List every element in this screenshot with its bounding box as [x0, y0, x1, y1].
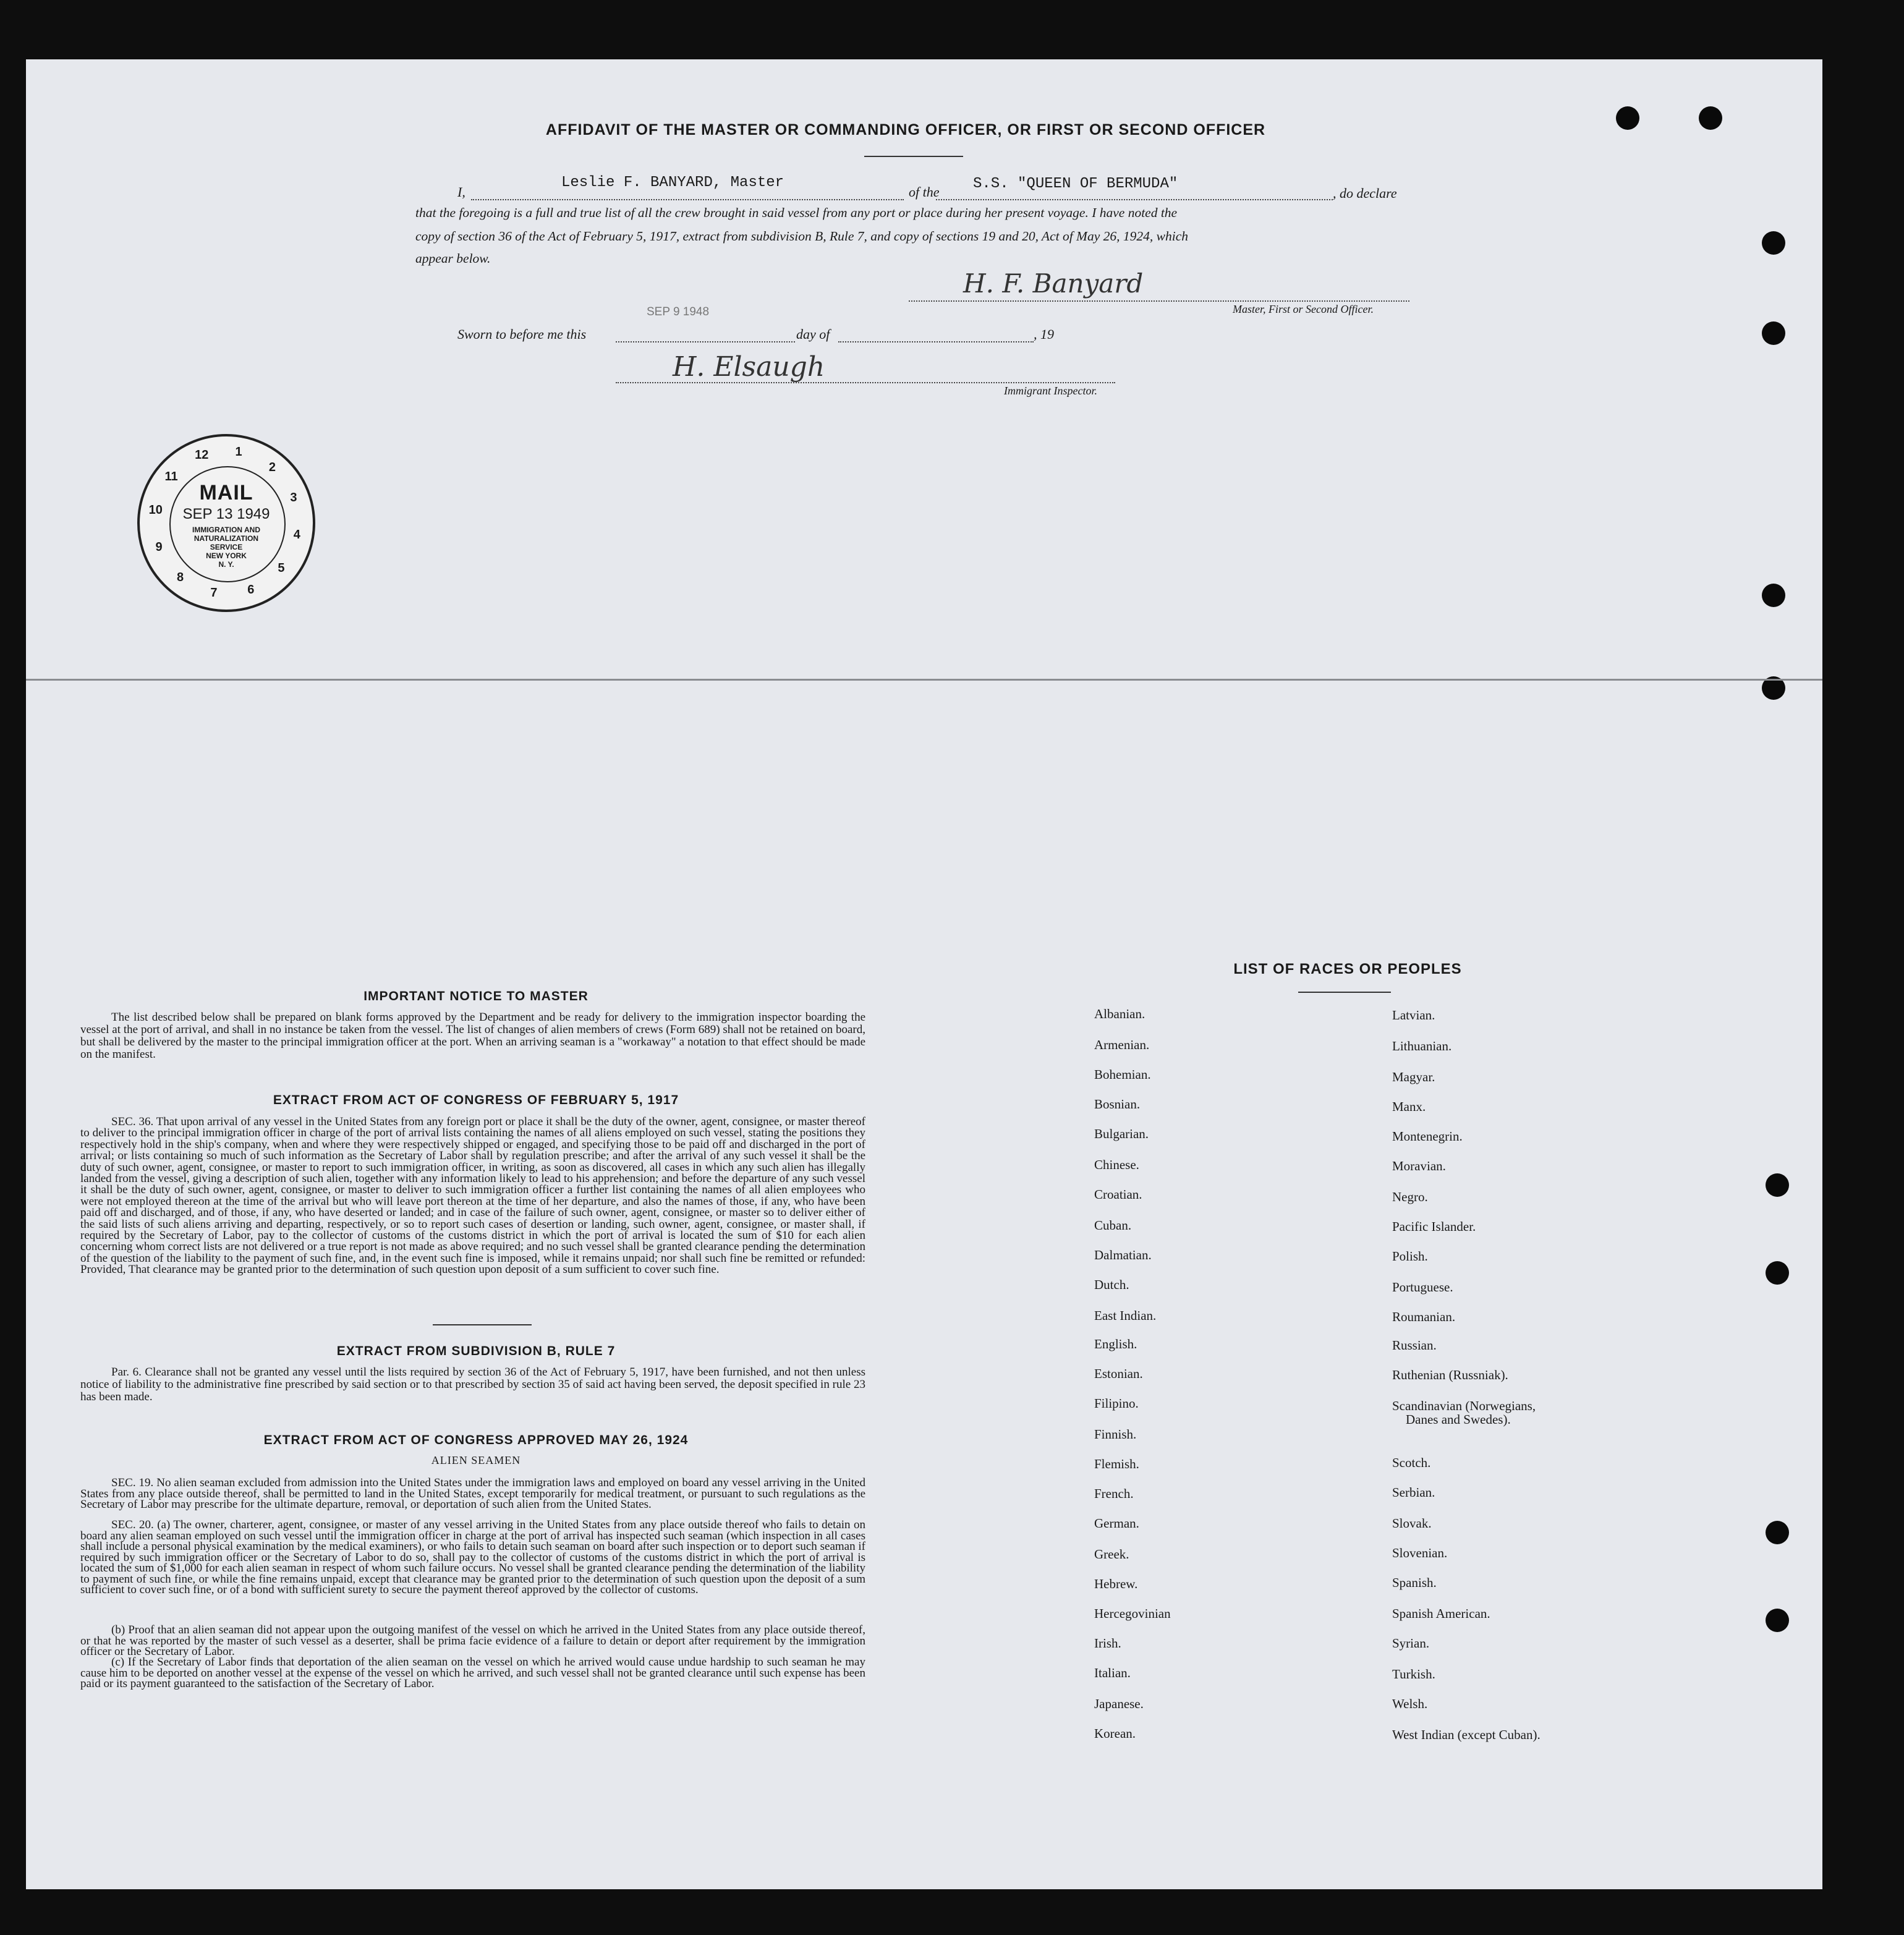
- race-item: Lithuanian.: [1392, 1039, 1452, 1053]
- stamp-hour-digit: 3: [290, 491, 297, 505]
- race-item: Pacific Islander.: [1392, 1219, 1476, 1234]
- race-item: Russian.: [1392, 1338, 1437, 1353]
- race-item: Slovak.: [1392, 1516, 1432, 1531]
- race-item: Manx.: [1392, 1099, 1426, 1114]
- race-item: Korean.: [1094, 1726, 1136, 1741]
- extract-1924-title: EXTRACT FROM ACT OF CONGRESS APPROVED MAY 26, 1924: [263, 1433, 689, 1447]
- race-item: Bulgarian.: [1094, 1126, 1149, 1141]
- year-prefix: , 19: [1034, 326, 1054, 342]
- race-item: Latvian.: [1392, 1008, 1435, 1023]
- race-item: Chinese.: [1094, 1157, 1139, 1172]
- race-item: Scandinavian (Norwegians,: [1392, 1398, 1536, 1413]
- race-item: Ruthenian (Russniak).: [1392, 1367, 1508, 1382]
- section-divider: [433, 1324, 532, 1325]
- master-signature: H. F. Banyard: [963, 268, 1144, 299]
- race-item: Flemish.: [1094, 1457, 1139, 1471]
- inspector-signature: H. Elsaugh: [673, 351, 825, 383]
- stamp-state: N. Y.: [218, 560, 234, 569]
- punch-hole: [1766, 1261, 1789, 1285]
- notice-title: IMPORTANT NOTICE TO MASTER: [363, 989, 589, 1003]
- master-caption: Master, First or Second Officer.: [1233, 303, 1374, 315]
- race-item: Greek.: [1094, 1547, 1129, 1562]
- stamp-hour-digit: 7: [210, 586, 218, 600]
- affidavit-do-declare: , do declare: [1333, 185, 1397, 201]
- extract-1917-body: SEC. 36. That upon arrival of any vessel in the United States from any foreign port or place it shall be the duty of the owner, agent, consignee, or master thereof to deliver to the principal immigration officer in charge of the port of arrival lists containing the names of all aliens employed on such vessel, stating the positions they respectively hold in the ship's company, when and where they were respectively shipped or engaged, and specifying those to be paid off and discharged in the port of arrival; or lists containing so much of such information as the Secretary of Labor shall by regulation prescribe; and after the arrival of any such vessel it shall be the duty of such owner, agent, consignee, or master to report to such immigration officer, in writing, as soon as discovered, all cases in which any such alien has illegally landed from the vessel, giving a description of such alien, together with any information likely to lead to his apprehension; and before the departure of any such vessel it shall be the duty of such owner, agent, consignee, or master to deliver to such immigration officer a further list containing the names of all alien employees who were not employed thereon at the time of the arrival but who will leave port thereon at the time of her departure, and also the names of those, if any, who have been paid off and discharged, and of those, if any, who have deserted or landed; and in case of the failure of such owner, agent, consignee, or master so to deliver either of the said lists of such aliens arriving and departing, respectively, or so to report such cases of desertion or landing, such owner, agent, consignee, or master shall, if required by the Secretary of Labor, pay to the collector of customs of the customs district in which the port of arrival is located the sum of $10 for each alien concerning whom correct lists are not delivered or a true report is not made as above required; and no such vessel shall be granted clearance pending the determination of the question of the liability to the payment of such fine, and, in the event such fine is imposed, while it remains unpaid; nor shall such fine be remitted or refunded: Provided, That clearance may be granted prior to the determination of such question upon deposit of a sum sufficient to cover such fine.: [80, 1115, 865, 1277]
- race-item: Spanish.: [1392, 1575, 1437, 1590]
- race-item: Moravian.: [1392, 1159, 1446, 1173]
- stamp-hour-digit: 5: [278, 561, 285, 576]
- stamp-hours: [140, 436, 313, 610]
- affidavit-title: AFFIDAVIT OF THE MASTER OR COMMANDING OFFICER, OR FIRST OR SECOND OFFICER: [545, 121, 1266, 138]
- inspector-signature-line: [616, 382, 1115, 383]
- race-item: Dutch.: [1094, 1277, 1129, 1292]
- race-item: Irish.: [1094, 1636, 1121, 1651]
- punch-hole: [1762, 321, 1785, 345]
- sec19-body: SEC. 19. No alien seaman excluded from admission into the United States under the immigration laws and employed on board any vessel arriving in the United States from any place outside thereof, shall be permitted to land in the United States, except temporarily for medical treatment, or pursuant to such regulations as the Secretary of Labor may prescribe for the ultimate departure, removal, or deportation of such alien from the United States.: [80, 1476, 865, 1511]
- inspector-caption: Immigrant Inspector.: [1004, 385, 1097, 397]
- punch-hole: [1766, 1173, 1789, 1197]
- stamp-hour-digit: 11: [164, 469, 178, 483]
- stamp-hour-digit: 12: [195, 448, 209, 462]
- sec20b-body: (b) Proof that an alien seaman did not appear upon the outgoing manifest of the vessel on which he arrived in the United States from any place outside thereof, or that he was reported by the master of such vessel as a deserter, shall be prima facie evidence of a failure to detain or deport after requirement by the immigration officer or the Secretary of Labor.: [80, 1623, 865, 1658]
- race-item: Montenegrin.: [1392, 1129, 1463, 1144]
- race-item: Danes and Swedes).: [1406, 1412, 1511, 1427]
- race-item: Hebrew.: [1094, 1576, 1138, 1591]
- race-item: Turkish.: [1392, 1667, 1435, 1682]
- race-item: Roumanian.: [1392, 1309, 1456, 1324]
- race-item: French.: [1094, 1486, 1134, 1501]
- stamp-hour-digit: 4: [293, 528, 300, 542]
- declarant-name: Leslie F. BANYARD, Master: [561, 174, 784, 191]
- race-item: Estonian.: [1094, 1366, 1143, 1381]
- race-item: Filipino.: [1094, 1396, 1139, 1411]
- race-item: Armenian.: [1094, 1037, 1150, 1052]
- stamp-agency-2: NATURALIZATION: [193, 534, 259, 543]
- master-signature-line: [909, 300, 1409, 302]
- race-item: Dalmatian.: [1094, 1248, 1152, 1262]
- sworn-date-line: [616, 341, 795, 342]
- stamp-hour-digit: 8: [176, 570, 184, 584]
- races-title-underline: [1298, 992, 1391, 993]
- rule7-title: EXTRACT FROM SUBDIVISION B, RULE 7: [336, 1344, 616, 1358]
- stamp-agency-3: SERVICE: [210, 543, 243, 551]
- race-item: Slovenian.: [1392, 1546, 1448, 1560]
- race-item: Polish.: [1392, 1249, 1428, 1264]
- affidavit-line-2: that the foregoing is a full and true list of all the crew brought in said vessel from any port or place during her present voyage. I have noted the: [415, 205, 1178, 220]
- month-line: [838, 341, 1034, 342]
- fold-line: [26, 679, 1822, 681]
- race-item: German.: [1094, 1516, 1139, 1531]
- affidavit-of-the: of the: [909, 184, 940, 200]
- sec20c-body: (c) If the Secretary of Labor finds that deportation of the alien seaman on the vessel on which he arrived would cause undue hardship to such seaman he may cause him to be deported on another vessel at the expense of the vessel on which he arrived, and such vessel shall not be granted clearance until such expense has been paid or its payment guaranteed to the satisfaction of the Secretary of Labor.: [80, 1656, 865, 1690]
- stamp-hour-digit: 6: [247, 582, 255, 597]
- declarant-line: [471, 199, 904, 200]
- affidavit-line-4: appear below.: [415, 251, 491, 266]
- mail-date-stamp: [137, 434, 315, 612]
- punch-hole: [1766, 1609, 1789, 1632]
- vessel-line: [936, 199, 1333, 200]
- race-item: English.: [1094, 1337, 1137, 1351]
- stamp-date: SEP 13 1949: [182, 506, 270, 522]
- stamp-hour-digit: 1: [235, 444, 242, 459]
- stamp-hour-digit: 2: [268, 461, 276, 475]
- notice-body: The list described below shall be prepared on blank forms approved by the Department and be ready for delivery to the immigration inspector boarding the vessel at the port of arrival, and shall in no instance be taken from the vessel. The list of changes of alien members of crews (Form 689) shall not be retained on board, but shall be delivered by the master to the principal immigration officer at the port. When an arriving seaman is a "workaway" a notation to that effect should be made on the manifest.: [80, 1011, 865, 1061]
- sec20a-body: SEC. 20. (a) The owner, charterer, agent, consignee, or master of any vessel arriving in the United States from any place outside thereof who fails to detain on board any alien seaman employed on such vessel until the immigration officer in charge at the port of arrival has inspected such seaman (which inspection in all cases shall include a personal physical examination by the medical examiners), or who fails to detain such seaman on board after such inspection or to deport such seaman if required by such immigration officer or the Secretary of Labor to do so, shall pay to the collector of customs of the customs district in which the port of arrival is located the sum of $1,000 for each alien seaman in respect of whom such failure occurs. No vessel shall be granted clearance pending the determination of the liability to payment of such fine, or while the fine remains unpaid, except that clearance may be granted prior to the determination of such question upon the deposit of a sum sufficient to cover such fine, or of a bond with sufficient surety to secure the payment thereof approved by the collector of customs.: [80, 1518, 865, 1596]
- race-item: Bohemian.: [1094, 1067, 1151, 1082]
- race-item: Portuguese.: [1392, 1280, 1453, 1295]
- race-item: Italian.: [1094, 1665, 1131, 1680]
- race-item: Finnish.: [1094, 1427, 1137, 1442]
- punch-hole: [1699, 106, 1722, 130]
- race-item: Hercegovinian: [1094, 1606, 1171, 1621]
- punch-hole: [1762, 584, 1785, 607]
- race-item: Cuban.: [1094, 1218, 1132, 1233]
- stamp-hour-digit: 10: [148, 503, 163, 517]
- race-item: Negro.: [1392, 1189, 1428, 1204]
- sworn-label: Sworn to before me this: [457, 326, 587, 342]
- rule7-body: Par. 6. Clearance shall not be granted any vessel until the lists required by section 36 of the Act of February 5, 1917, have been furnished, and not then unless notice of liability to the administrative fine prescribed by said section or to that prescribed by section 35 of said act having been served, the deposit specified in rule 23 has been made.: [80, 1366, 865, 1403]
- race-item: East Indian.: [1094, 1308, 1157, 1323]
- race-item: Magyar.: [1392, 1070, 1435, 1084]
- day-of-label: day of: [796, 326, 830, 342]
- race-item: Scotch.: [1392, 1455, 1431, 1470]
- stamp-city: NEW YORK: [206, 551, 247, 560]
- extract-1917-title: EXTRACT FROM ACT OF CONGRESS OF FEBRUARY 5, 1917: [273, 1093, 679, 1107]
- punch-hole: [1616, 106, 1639, 130]
- title-underline: [864, 156, 963, 157]
- race-item: Japanese.: [1094, 1696, 1144, 1711]
- stamp-mail-label: MAIL: [199, 481, 253, 504]
- punch-hole: [1766, 1521, 1789, 1544]
- race-item: Serbian.: [1392, 1485, 1435, 1500]
- race-item: Syrian.: [1392, 1636, 1430, 1651]
- race-item: Croatian.: [1094, 1187, 1142, 1202]
- sworn-date-stamp: SEP 9 1948: [647, 305, 710, 318]
- vessel-name: S.S. "QUEEN OF BERMUDA": [973, 176, 1178, 192]
- race-item: Bosnian.: [1094, 1097, 1141, 1112]
- race-item: Spanish American.: [1392, 1606, 1490, 1621]
- races-title: LIST OF RACES OR PEOPLES: [1233, 961, 1462, 977]
- extract-1924-subtitle: ALIEN SEAMEN: [431, 1454, 521, 1466]
- stamp-hour-digit: 9: [155, 540, 163, 554]
- stamp-agency-1: IMMIGRATION AND: [192, 525, 260, 534]
- race-item: Welsh.: [1392, 1696, 1428, 1711]
- race-item: West Indian (except Cuban).: [1392, 1727, 1541, 1742]
- race-item: Albanian.: [1094, 1006, 1145, 1021]
- affidavit-prefix: I,: [457, 184, 465, 200]
- affidavit-line-3: copy of section 36 of the Act of February 5, 1917, extract from subdivision B, Rule 7, and copy of sections 19 and 20, Act of May 26, 1924, which: [415, 229, 1188, 244]
- punch-hole: [1762, 231, 1785, 255]
